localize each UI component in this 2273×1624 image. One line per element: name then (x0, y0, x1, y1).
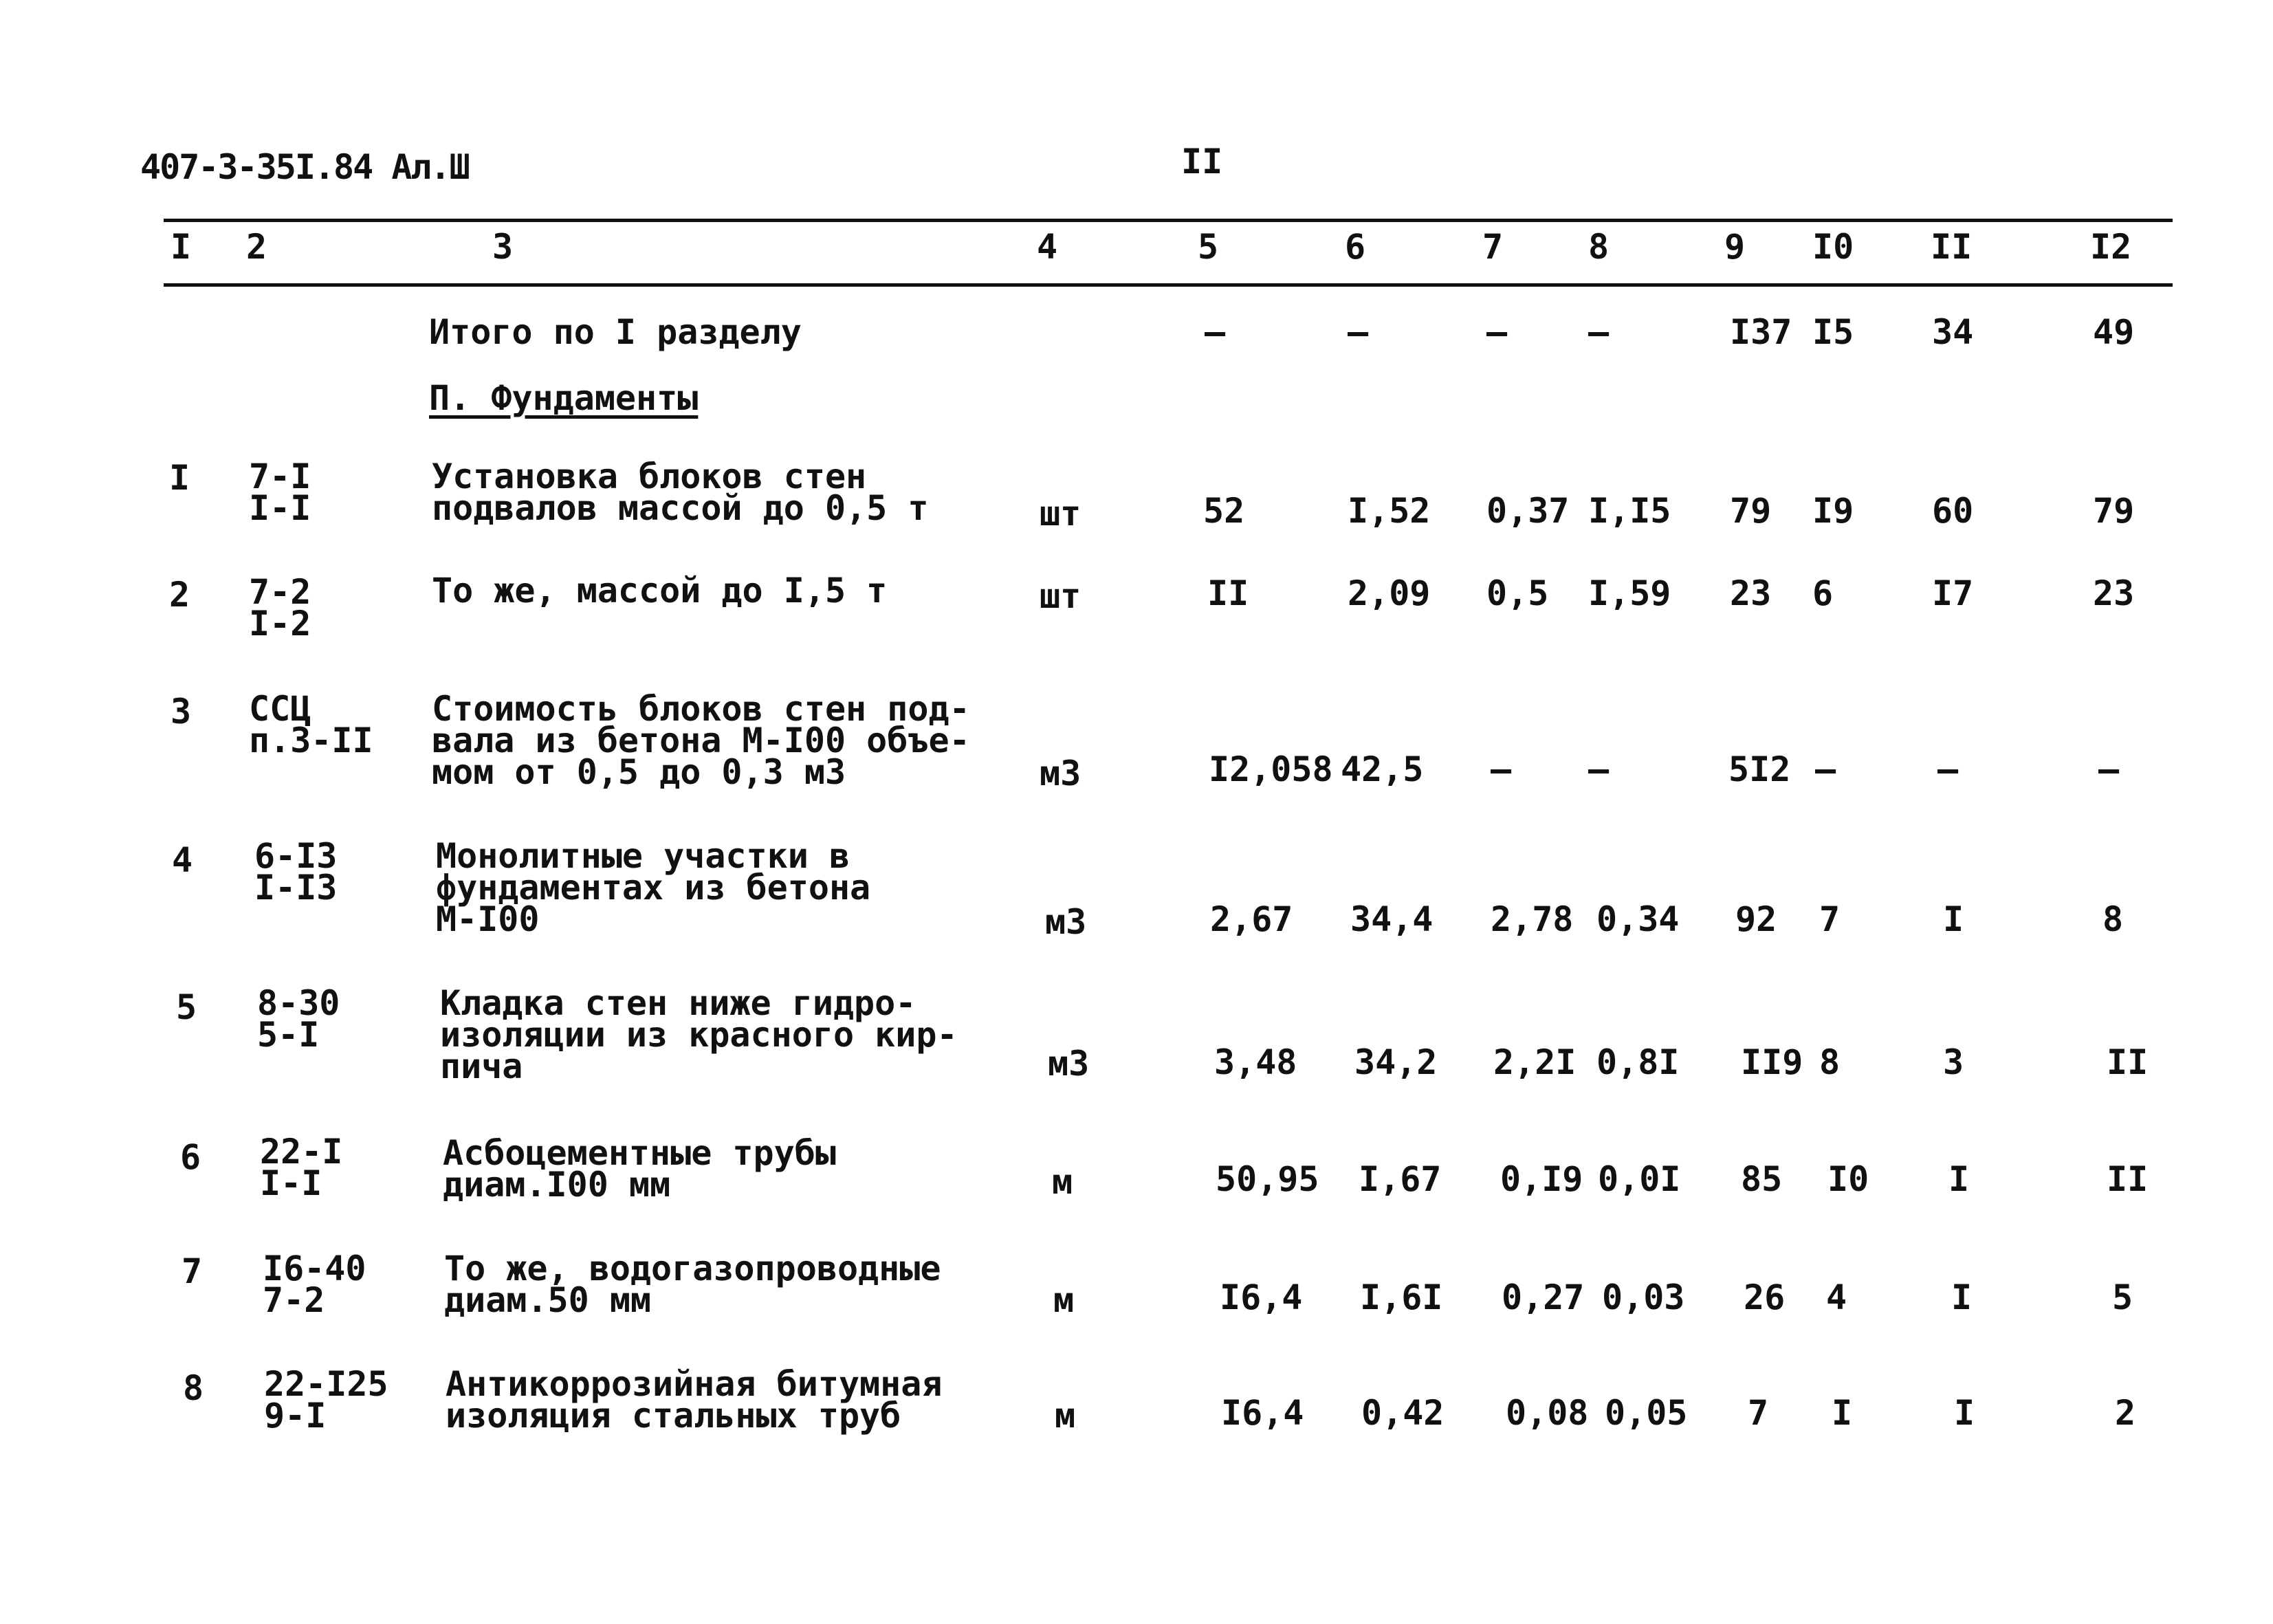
rate-code: 6-I3 I-I3 (254, 836, 338, 908)
col7-value: – (1491, 749, 1512, 789)
total-col11: 34 (1932, 312, 1974, 352)
col7-value: 0,5 (1486, 573, 1549, 613)
work-description: Стоимость блоков стен под- вала из бетона М-I00 объе- мом от 0,5 до 0,3 м3 (432, 689, 970, 792)
header-bottom-rule (164, 283, 2173, 287)
rate-code: 22-I25 9-I (264, 1364, 388, 1436)
col10-value: 6 (1812, 573, 1834, 613)
section-title: П. Фундаменты (429, 378, 699, 418)
col12-value: 2 (2115, 1393, 2136, 1433)
col11-value: 60 (1932, 491, 1974, 531)
col7-value: 0,I9 (1500, 1159, 1583, 1199)
col8-value: I,59 (1588, 573, 1671, 613)
col6-value: 0,42 (1361, 1393, 1445, 1433)
col11-value: I (1954, 1393, 1975, 1433)
total-col5: – (1205, 312, 1226, 352)
column-number: 8 (1588, 227, 1610, 267)
col5-value: 50,95 (1216, 1159, 1319, 1199)
col6-value: 42,5 (1341, 749, 1424, 789)
col10-value: – (1815, 749, 1836, 789)
unit: м (1055, 1396, 1076, 1436)
col10-value: 7 (1819, 899, 1841, 939)
col11-value: I (1951, 1277, 1973, 1317)
col6-value: 34,4 (1350, 899, 1434, 939)
col6-value: I,67 (1359, 1159, 1442, 1199)
column-number: 2 (246, 227, 267, 267)
rate-code: 22-I I-I (260, 1132, 343, 1203)
row-number: 8 (183, 1368, 204, 1408)
row-number: 3 (171, 692, 192, 732)
col10-value: 4 (1826, 1277, 1847, 1317)
col9-value: 5I2 (1728, 749, 1791, 789)
col8-value: 0,0I (1598, 1159, 1681, 1199)
column-number: I0 (1812, 227, 1854, 267)
document-code: 407-3-35I.84 Ал.Ш (140, 147, 469, 187)
column-number: 3 (492, 227, 514, 267)
column-number: 4 (1037, 227, 1058, 267)
col9-value: 85 (1741, 1159, 1783, 1199)
col12-value: – (2098, 749, 2120, 789)
row-number: I (169, 458, 190, 498)
col7-value: 0,08 (1506, 1393, 1589, 1433)
rate-code: 8-30 5-I (257, 983, 340, 1055)
unit: м3 (1045, 902, 1087, 942)
work-description: То же, массой до I,5 т (432, 571, 888, 611)
total-col12: 49 (2093, 312, 2135, 352)
col9-value: 7 (1748, 1393, 1769, 1433)
col9-value: 23 (1730, 573, 1772, 613)
work-description: Асбоцементные трубы диам.I00 мм (443, 1133, 836, 1205)
row-number: 2 (169, 575, 190, 615)
unit: м3 (1048, 1044, 1090, 1084)
column-number: I (171, 227, 192, 267)
column-number: 6 (1345, 227, 1366, 267)
col5-value: 3,48 (1214, 1042, 1297, 1082)
col6-value: I,52 (1348, 491, 1431, 531)
total-col7: – (1486, 312, 1508, 352)
col6-value: 2,09 (1348, 573, 1431, 613)
unit: м (1053, 1280, 1075, 1320)
rate-code: 7-2 I-2 (249, 572, 311, 644)
header-top-rule (164, 219, 2173, 222)
col7-value: 0,37 (1486, 491, 1570, 531)
work-description: Антикоррозийная битумная изоляция стальных труб (446, 1364, 943, 1436)
total-col6: – (1348, 312, 1369, 352)
col6-value: 34,2 (1354, 1042, 1438, 1082)
work-description: Установка блоков стен подвалов массой до 0,5 т (432, 457, 929, 528)
col8-value: 0,8I (1596, 1042, 1680, 1082)
col5-value: 2,67 (1210, 899, 1293, 939)
col6-value: I,6I (1360, 1277, 1443, 1317)
col7-value: 0,27 (1502, 1277, 1585, 1317)
column-number: 7 (1482, 227, 1504, 267)
col9-value: 92 (1735, 899, 1777, 939)
col10-value: 8 (1819, 1042, 1841, 1082)
col8-value: – (1588, 749, 1610, 789)
col7-value: 2,2I (1493, 1042, 1577, 1082)
total-col10: I5 (1812, 312, 1854, 352)
col11-value: I (1948, 1159, 1970, 1199)
col12-value: 79 (2093, 491, 2135, 531)
unit: м3 (1040, 754, 1081, 793)
work-description: Монолитные участки в фундаментах из бетона М-I00 (436, 836, 871, 939)
col11-value: – (1937, 749, 1959, 789)
col8-value: 0,34 (1596, 899, 1680, 939)
work-description: Кладка стен ниже гидро- изоляции из красного кир- пича (440, 983, 958, 1086)
rate-code: 7-I I-I (249, 457, 311, 528)
col8-value: I,I5 (1588, 491, 1671, 531)
col11-value: I7 (1932, 573, 1974, 613)
row-number: 4 (172, 840, 193, 880)
col12-value: II (2107, 1159, 2149, 1199)
col9-value: 26 (1744, 1277, 1786, 1317)
col5-value: 52 (1203, 491, 1245, 531)
column-number: 9 (1724, 227, 1746, 267)
col9-value: 79 (1730, 491, 1772, 531)
rate-code: ССЦ п.3-II (249, 689, 373, 760)
col5-value: I6,4 (1220, 1277, 1303, 1317)
col9-value: II9 (1741, 1042, 1803, 1082)
col10-value: I0 (1827, 1159, 1869, 1199)
col5-value: I2,058 (1209, 749, 1333, 789)
unit: шт (1040, 494, 1081, 534)
page-number: II (1181, 142, 1223, 182)
col12-value: 5 (2112, 1277, 2133, 1317)
column-number: II (1931, 227, 1973, 267)
col8-value: 0,03 (1602, 1277, 1685, 1317)
work-description: То же, водогазопроводные диам.50 мм (444, 1249, 941, 1320)
col11-value: 3 (1943, 1042, 1964, 1082)
col11-value: I (1943, 899, 1964, 939)
unit: м (1052, 1162, 1073, 1202)
col5-value: II (1207, 573, 1249, 613)
total-col8: – (1588, 312, 1610, 352)
col12-value: II (2107, 1042, 2149, 1082)
col12-value: 8 (2102, 899, 2124, 939)
total-label: Итого по I разделу (429, 312, 802, 352)
column-number: I2 (2090, 227, 2132, 267)
unit: шт (1040, 576, 1081, 616)
col7-value: 2,78 (1491, 899, 1574, 939)
row-number: 7 (182, 1251, 203, 1291)
rate-code: I6-40 7-2 (263, 1249, 366, 1320)
total-col9: I37 (1730, 312, 1792, 352)
col5-value: I6,4 (1221, 1393, 1304, 1433)
col10-value: I (1832, 1393, 1853, 1433)
row-number: 5 (176, 987, 197, 1027)
col10-value: I9 (1812, 491, 1854, 531)
row-number: 6 (180, 1137, 201, 1177)
column-number: 5 (1198, 227, 1219, 267)
col12-value: 23 (2093, 573, 2135, 613)
col8-value: 0,05 (1605, 1393, 1688, 1433)
